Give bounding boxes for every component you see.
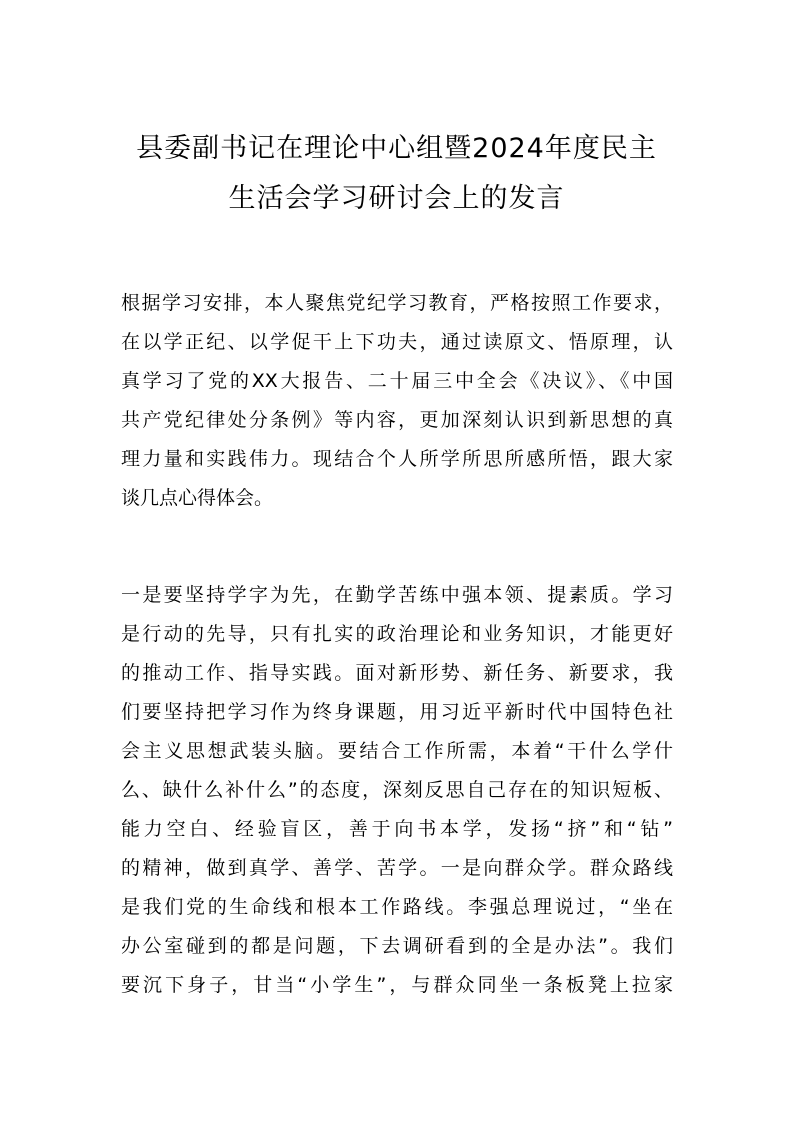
text-line: 会主义思想武装头脑。要结合工作所需，本着“干什么学什 <box>121 740 673 762</box>
text-line: 要沉下身子，甘当“小学生”，与群众同坐一条板凳上拉家 <box>121 974 673 996</box>
text-line: 的精神，做到真学、善学、苦学。一是向群众学。群众路线 <box>121 857 673 879</box>
text-line: 共产党纪律处分条例》等内容，更加深刻认识到新思想的真 <box>121 409 673 431</box>
text-line: 们要坚持把学习作为终身课题，用习近平新时代中国特色社 <box>121 701 673 723</box>
text-line: 的推动工作、指导实践。面对新形势、新任务、新要求，我 <box>121 662 673 684</box>
text-line: 么、缺什么补什么”的态度，深刻反思自己存在的知识短板、 <box>121 779 673 801</box>
text-line: 谈几点心得体会。 <box>121 487 274 509</box>
document-title <box>100 124 693 224</box>
document-body <box>121 284 673 1005</box>
text-line: 能力空白、经验盲区，善于向书本学，发扬“挤”和“钻” <box>121 818 673 840</box>
title-line-2: 生活会学习研讨会上的发言 <box>228 183 565 214</box>
text-line: 根据学习安排，本人聚焦党纪学习教育，严格按照工作要求， <box>121 292 673 314</box>
title-line-1: 县委副书记在理论中心组暨2024年度民主 <box>136 133 657 164</box>
text-line: 是我们党的生命线和根本工作路线。李强总理说过，“坐在 <box>121 896 673 918</box>
paragraph-gap <box>121 518 673 576</box>
text-line: 真学习了党的XX大报告、二十届三中全会《决议》、《中国 <box>121 370 673 392</box>
text-line: 理力量和实践伟力。现结合个人所学所思所感所悟，跟大家 <box>121 448 673 470</box>
paragraph-intro <box>121 284 673 518</box>
text-line: 办公室碰到的都是问题，下去调研看到的全是办法”。我们 <box>121 935 673 957</box>
text-line: 在以学正纪、以学促干上下功夫，通过读原文、悟原理，认 <box>121 331 673 353</box>
paragraph-point-one <box>121 576 673 1005</box>
text-line: 一是要坚持学字为先，在勤学苦练中强本领、提素质。学习 <box>121 584 673 606</box>
text-line: 是行动的先导，只有扎实的政治理论和业务知识，才能更好 <box>121 623 673 645</box>
